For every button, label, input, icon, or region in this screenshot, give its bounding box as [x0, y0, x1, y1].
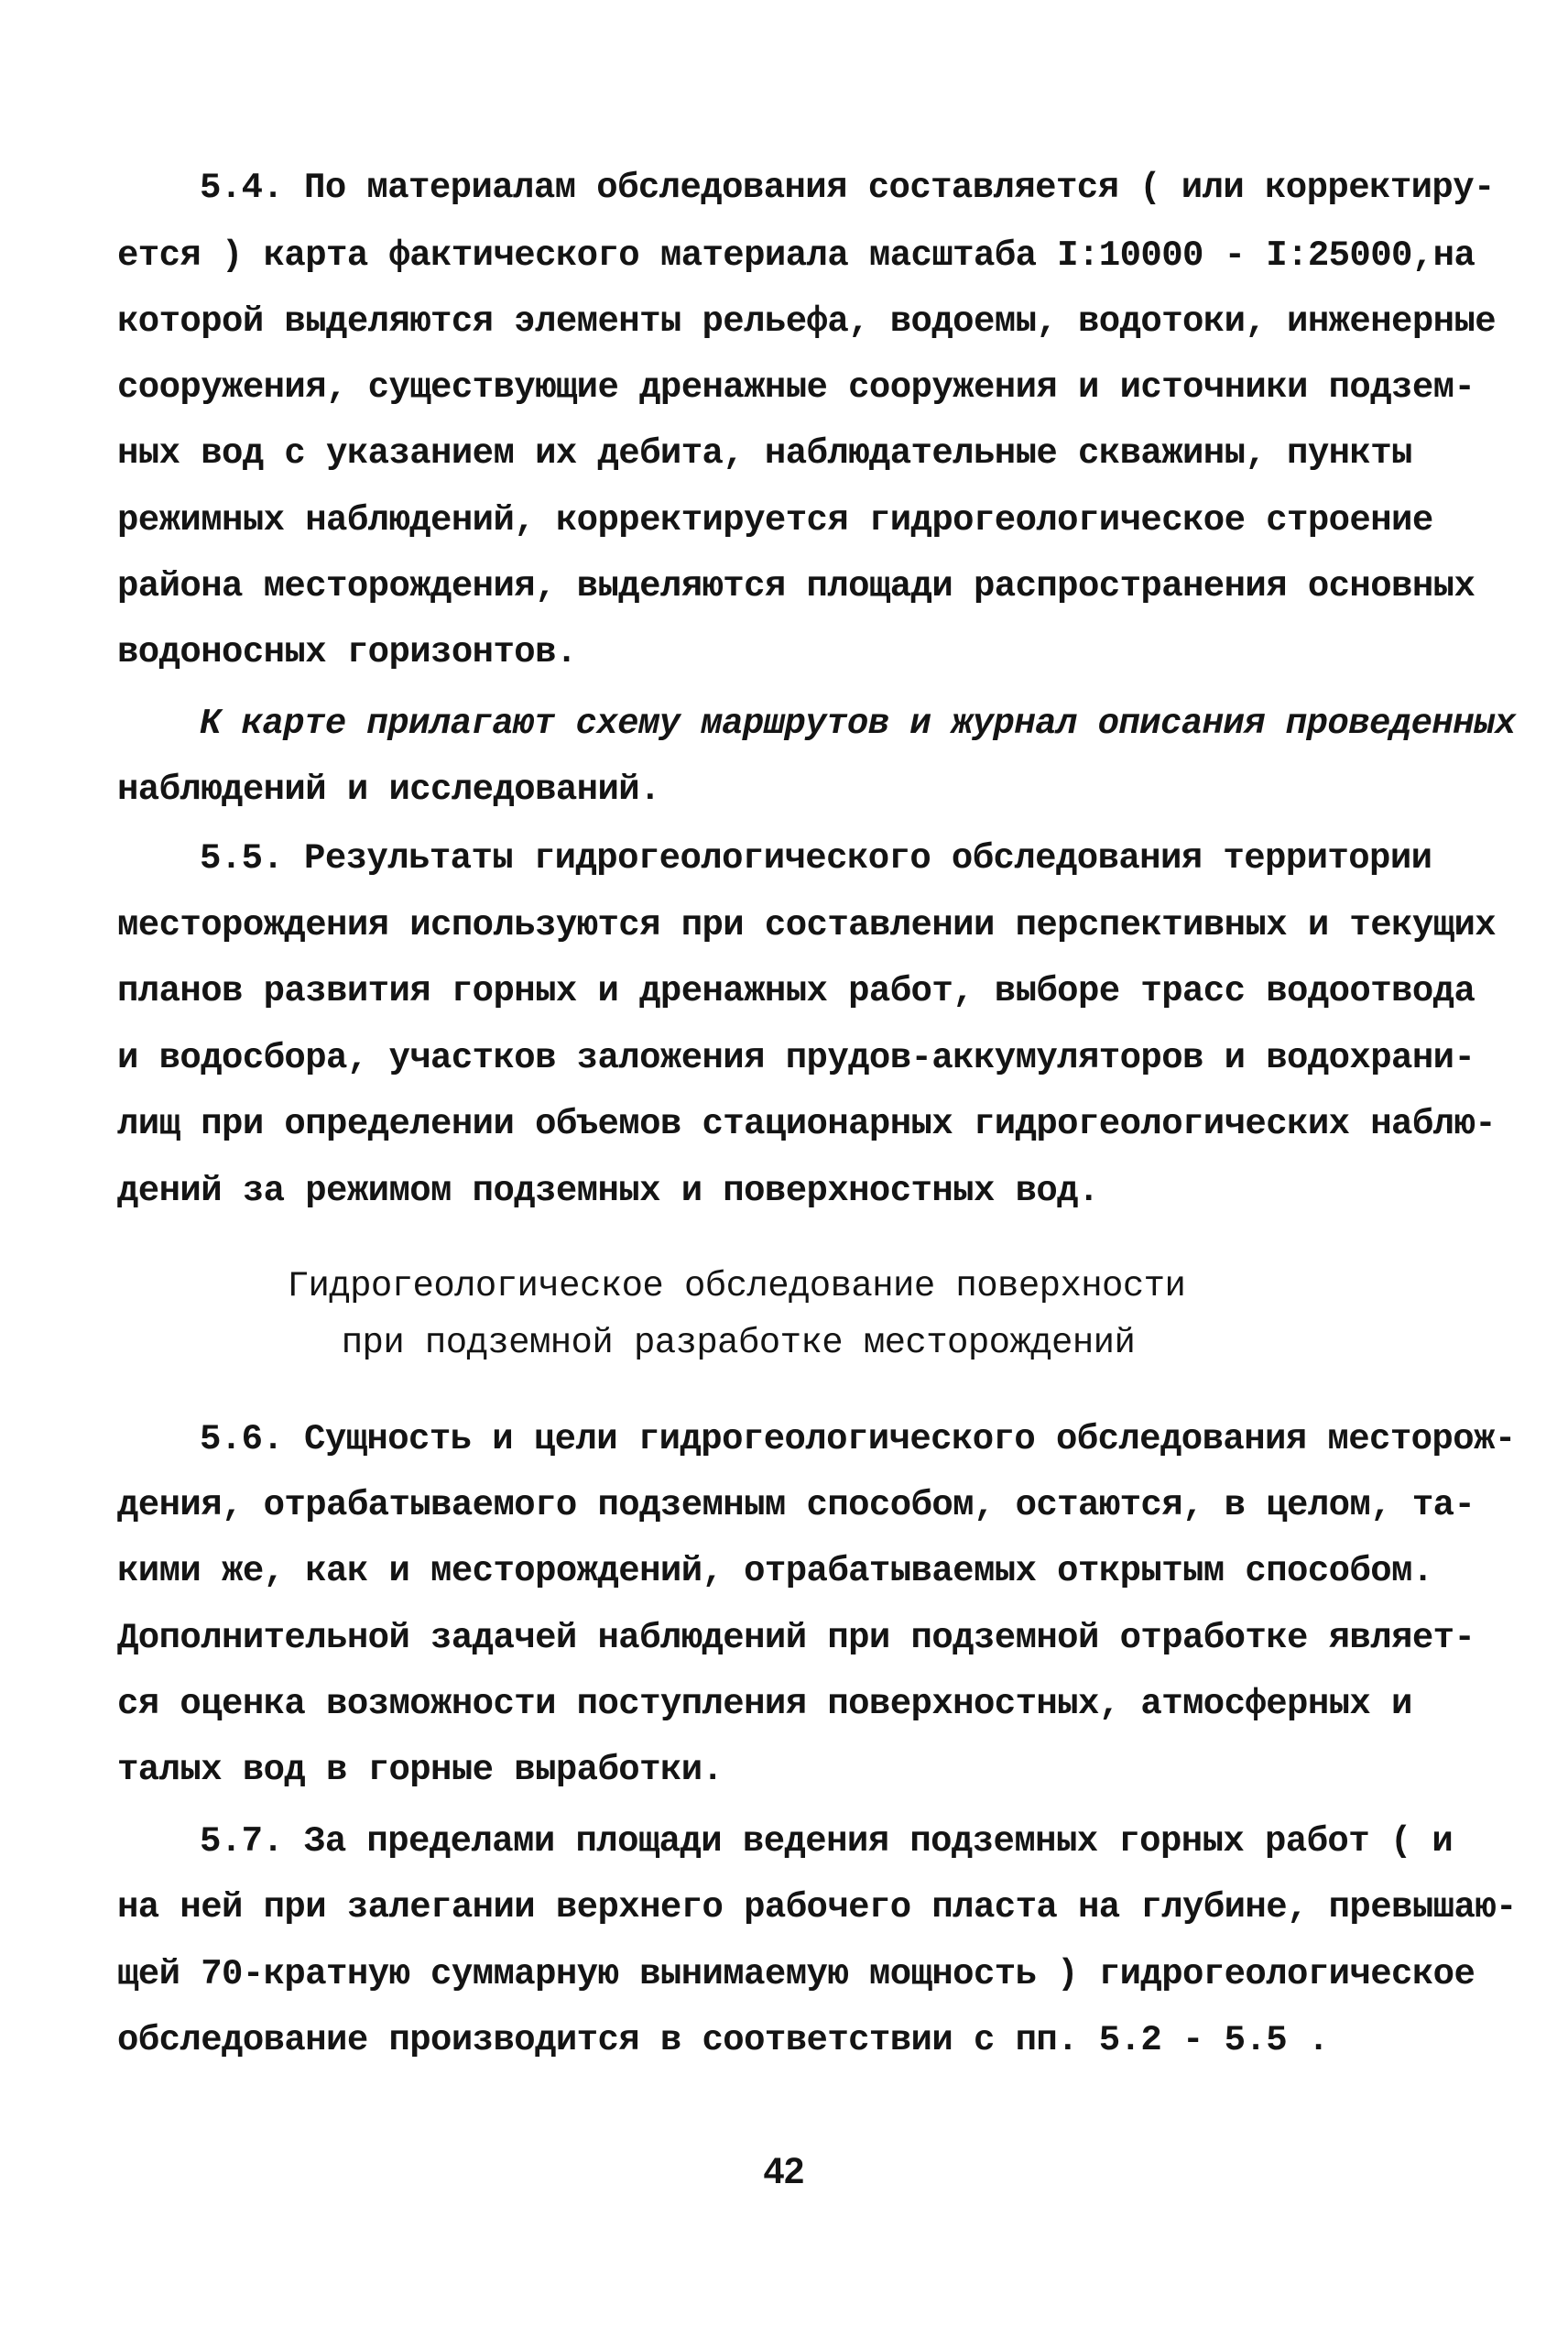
paragraph-line: и водосбора, участков заложения прудов-аккумуляторов и водохрани-: [117, 1038, 1475, 1078]
paragraph-line: наблюдений и исследований.: [117, 770, 660, 810]
paragraph-line: кими же, как и месторождений, отрабатываемых открытым способом.: [117, 1551, 1433, 1591]
paragraph-line: лищ при определении объемов стационарных гидрогеологических наблю-: [117, 1104, 1497, 1144]
paragraph-line: дения, отрабатываемого подземным способом, остаются, в целом, та-: [117, 1485, 1475, 1525]
paragraph-line: сооружения, существующие дренажные сооружения и источники подзем-: [117, 367, 1475, 408]
heading-line: при подземной разработке месторождений: [341, 1323, 1136, 1363]
paragraph-line: Дополнительной задачей наблюдений при подземной отработке являет-: [117, 1618, 1475, 1658]
paragraph-line: дений за режимом подземных и поверхностных вод.: [117, 1171, 1099, 1211]
paragraph-line: на ней при залегании верхнего рабочего пласта на глубине, превышаю-: [117, 1887, 1517, 1927]
paragraph-line: ных вод с указанием их дебита, наблюдательные скважины, пункты: [117, 433, 1412, 474]
paragraph-line: которой выделяются элементы рельефа, водоемы, водотоки, инженерные: [117, 301, 1497, 342]
paragraph-line: месторождения используются при составлении перспективных и текущих: [117, 905, 1497, 945]
paragraph-line: режимных наблюдений, корректируется гидрогеологическое строение: [117, 500, 1433, 541]
paragraph-line: 5.6. Сущность и цели гидрогеологического обследования месторож-: [200, 1419, 1516, 1459]
paragraph-line: 5.7. За пределами площади ведения подземных горных работ ( и: [200, 1821, 1454, 1862]
paragraph-line: 5.4. По материалам обследования составляется ( или корректиру-: [200, 168, 1495, 208]
page-number: 42: [763, 2151, 805, 2191]
paragraph-line: щей 70-кратную суммарную вынимаемую мощность ) гидрогеологическое: [117, 1954, 1475, 1994]
paragraph-line: талых вод в горные выработки.: [117, 1750, 724, 1790]
paragraph-line: района месторождения, выделяются площади распространения основных: [117, 566, 1475, 606]
paragraph-line: водоносных горизонтов.: [117, 632, 577, 672]
paragraph-line: обследование производится в соответствии с пп. 5.2 - 5.5 .: [117, 2020, 1329, 2060]
paragraph-line: планов развития горных и дренажных работ, выборе трасс водоотвода: [117, 971, 1475, 1011]
paragraph-line: ся оценка возможности поступления поверхностных, атмосферных и: [117, 1684, 1412, 1724]
paragraph-line: 5.5. Результаты гидрогеологического обследования территории: [200, 838, 1432, 879]
paragraph-line: К карте прилагают схему маршрутов и журнал описания проведенных: [200, 704, 1516, 744]
paragraph-line: ется ) карта фактического материала масштаба I:10000 - I:25000,на: [117, 235, 1475, 276]
heading-line: Гидрогеологическое обследование поверхности: [287, 1266, 1186, 1306]
